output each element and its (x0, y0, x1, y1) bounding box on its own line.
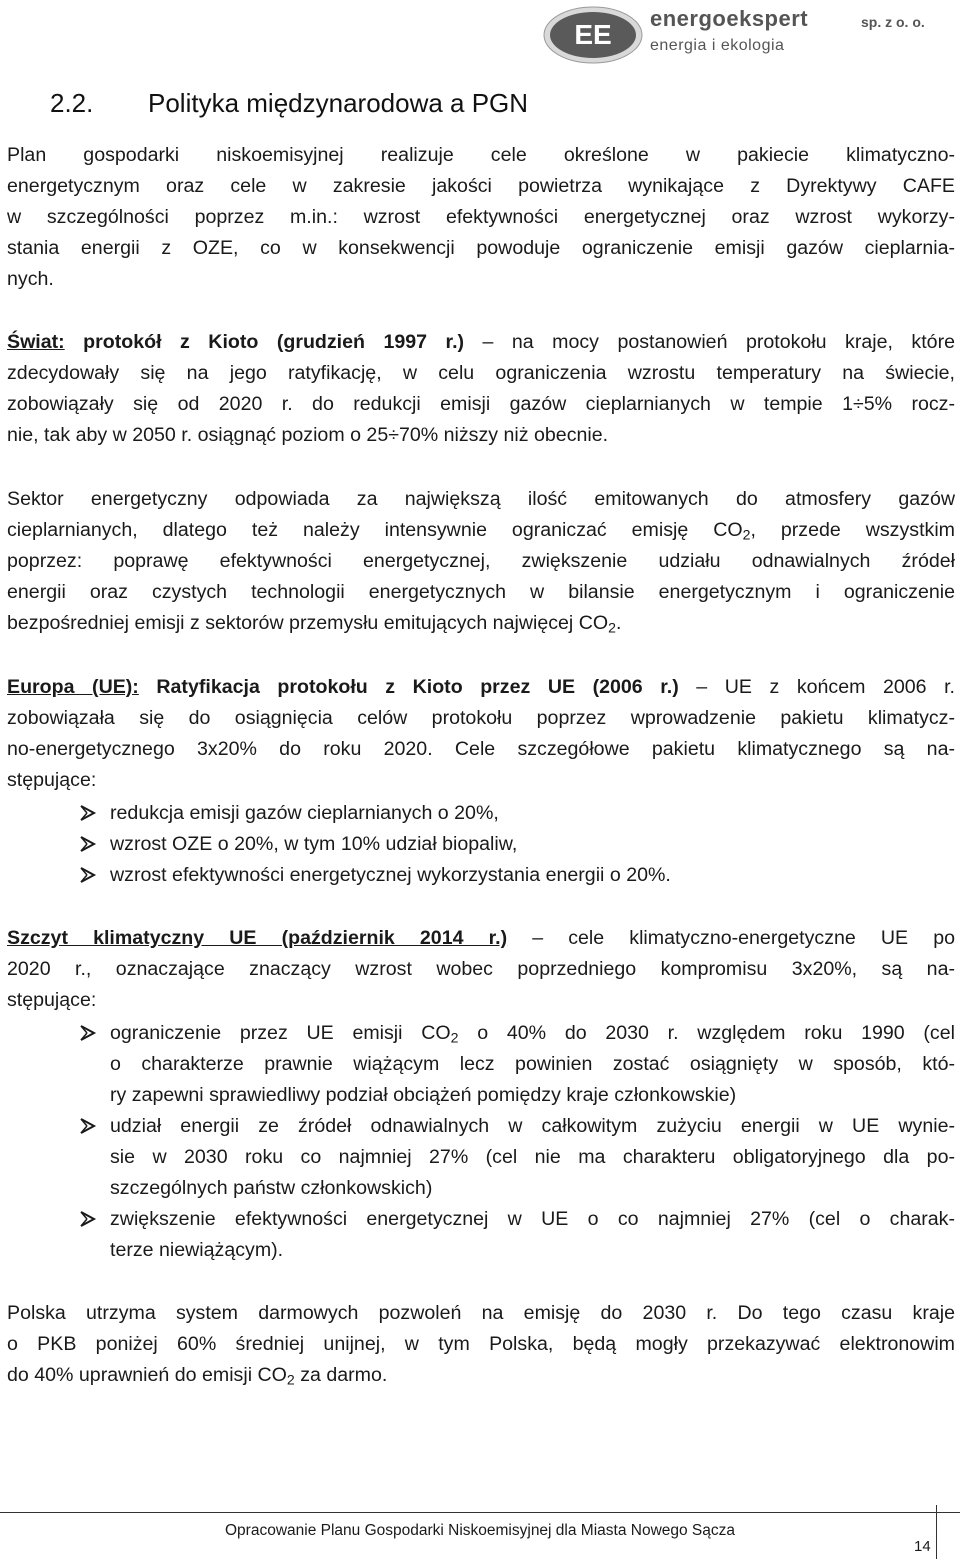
poland-line-3a: do 40% uprawnień do emisji CO (7, 1364, 287, 1386)
sector-line-2a: cieplarnianych, dlatego też należy intensywnie ograniczać emisję CO (7, 519, 743, 541)
page-number: 14 (914, 1538, 931, 1555)
poland-line-3 (7, 1360, 955, 1390)
europe-line-2: zobowiązała się do osiągnięcia celów protokołu poprzez wprowadzenie pakietu klimatycz- (7, 707, 955, 729)
world-label: Świat: (7, 331, 65, 353)
arrow-bullet-icon (78, 865, 98, 885)
section-number: 2.2. (50, 88, 94, 118)
europe-heading: Ratyfikacja protokołu z Kioto przez UE (2006 r.) (138, 676, 679, 698)
poland-line-2: o PKB poniżej 60% średniej unijnej, w tym Polska, będą mogły przekazywać elektronowim (7, 1333, 955, 1355)
co2-subscript: 2 (286, 1371, 295, 1388)
co2-subscript: 2 (450, 1029, 459, 1046)
sector-line-2b: , przede wszystkim (750, 519, 955, 541)
arrow-bullet-icon (78, 1023, 98, 1043)
europe-label: Europa (UE): (7, 676, 139, 698)
brand-name: energoekspert (650, 6, 809, 31)
world-line-4: nie, tak aby w 2050 r. osiągnąć poziom o 25÷70% niższy niż obecnie. (7, 424, 609, 446)
footer-title: Opracowanie Planu Gospodarki Niskoemisyjnej dla Miasta Nowego Sącza (224, 1522, 736, 1539)
summit-bullet-1-line-1a: ograniczenie przez UE emisji CO (110, 1022, 451, 1044)
intro-line-1: Plan gospodarki niskoemisyjnej realizuje cele określone w pakiecie klimatyczno- (7, 144, 955, 166)
brand-tagline: energia i ekologia (650, 37, 785, 54)
co2-subscript: 2 (742, 526, 751, 543)
europe-line-4: stępujące: (7, 769, 97, 791)
summit-bullet-2-line-3: szczególnych państw członkowskich) (110, 1177, 433, 1199)
europe-bullet-1: redukcja emisji gazów cieplarnianych o 20%, (110, 802, 499, 824)
world-line-1 (7, 327, 955, 357)
summit-bullet-1-line-2: o charakterze prawnie wiążącym lecz powinien zostać osiągnięty w sposób, któ- (110, 1053, 955, 1075)
summit-bullet-1-line-3: ry zapewni sprawiedliwy podział obciążeń pomiędzy kraje członkowskie) (110, 1084, 737, 1106)
sector-line-4: energii oraz czystych technologii energetycznych w bilansie energetycznym i ograniczenie (7, 581, 955, 603)
world-line-1-rest: – na mocy postanowień protokołu kraje, które (464, 331, 955, 353)
intro-line-4: stania energii z OZE, co w konsekwencji powoduje ograniczenie emisji gazów cieplarnia- (7, 237, 955, 259)
sector-line-5 (7, 608, 955, 638)
summit-line-2: 2020 r., oznaczające znaczący wzrost wobec poprzedniego kompromisu 3x20%, są na- (7, 958, 955, 980)
arrow-bullet-icon (78, 1116, 98, 1136)
world-line-3: zobowiązały się od 2020 r. do redukcji emisji gazów cieplarnianych w tempie 1÷5% rocz- (7, 393, 955, 415)
arrow-bullet-icon (78, 834, 98, 854)
summit-bullet-3-line-2: terze niewiążącym). (110, 1239, 284, 1261)
summit-bullet-1-line-1b: o 40% do 2030 r. względem roku 1990 (cel (458, 1022, 955, 1044)
world-heading: protokół z Kioto (grudzień 1997 r.) (64, 331, 465, 353)
summit-bullet-2-line-1: udział energii ze źródeł odnawialnych w całkowitym zużyciu energii w UE wynie- (110, 1115, 955, 1137)
summit-line-1-rest: – cele klimatyczno-energetyczne UE po (507, 927, 955, 949)
sector-line-1: Sektor energetyczny odpowiada za największą ilość emitowanych do atmosfery gazów (7, 488, 955, 510)
logo-letters: EE (574, 19, 612, 50)
europe-line-1-rest: – UE z końcem 2006 r. (678, 676, 956, 698)
section-heading (50, 88, 528, 119)
poland-line-3b: za darmo. (294, 1364, 388, 1386)
europe-bullet-2: wzrost OZE o 20%, w tym 10% udział biopaliw, (110, 833, 518, 855)
energoekspert-logo (543, 6, 643, 64)
summit-bullet-2-line-2: sie w 2030 roku co najmniej 27% (cel nie ma charakteru obligatoryjnego dla po- (110, 1146, 955, 1168)
arrow-bullet-icon (78, 1209, 98, 1229)
sector-line-3: poprzez: poprawę efektywności energetycznej, zwiększenie udziału odnawialnych źródeł (7, 550, 955, 572)
arrow-bullet-icon (78, 803, 98, 823)
europe-line-1 (7, 672, 955, 702)
brand-legal-form: sp. z o. o. (861, 14, 925, 30)
footer-divider (0, 1512, 960, 1513)
sector-line-5b: . (615, 612, 622, 634)
intro-line-2: energetycznym oraz cele w zakresie jakości powietrza wynikające z Dyrektywy CAFE (7, 175, 955, 197)
europe-bullet-3: wzrost efektywności energetycznej wykorzystania energii o 20%. (110, 864, 671, 886)
summit-bullet-1-line-1 (110, 1018, 955, 1048)
intro-line-5: nych. (7, 268, 54, 290)
summit-label: Szczyt klimatyczny UE (październik 2014 r.) (7, 927, 508, 949)
intro-line-3: w szczególności poprzez m.in.: wzrost efektywności energetycznej oraz wzrost wykorzy- (7, 206, 955, 228)
sector-line-2 (7, 515, 955, 545)
section-title: Polityka międzynarodowa a PGN (148, 88, 529, 118)
summit-bullet-3-line-1: zwiększenie efektywności energetycznej w UE o co najmniej 27% (cel o charak- (110, 1208, 955, 1230)
co2-subscript: 2 (608, 619, 616, 636)
summit-line-3: stępujące: (7, 989, 97, 1011)
poland-line-1: Polska utrzyma system darmowych pozwoleń na emisję do 2030 r. Do tego czasu kraje (7, 1302, 955, 1324)
sector-line-5a: bezpośredniej emisji z sektorów przemysłu emitujących najwięcej CO (7, 612, 609, 634)
world-line-2: zdecydowały się na jego ratyfikację, w celu ograniczenia wzrostu temperatury na świecie, (7, 362, 955, 384)
europe-line-3: no-energetycznego 3x20% do roku 2020. Cele szczegółowe pakietu klimatycznego są na- (7, 738, 955, 760)
summit-line-1 (7, 923, 955, 953)
